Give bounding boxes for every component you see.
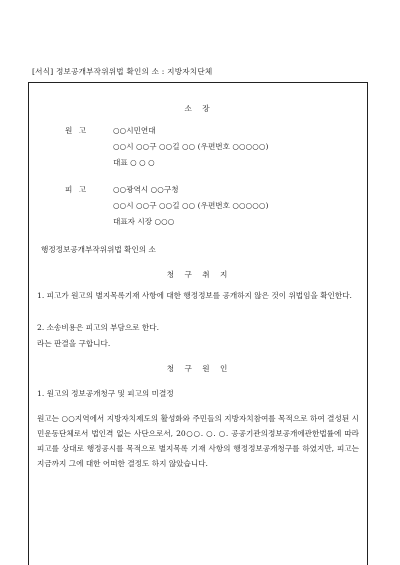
cause-body: 원고는 ○○지역에서 지방자치제도의 활성화와 주민들의 지방자치참여를 목적으로 하여 결성된 시민운동단체로서 법인격 없는 사단으로서, 20○○. ○. ○. 공공기관의정보공개에관한법률에 따라 피고를 상대로 행정공시를 목적으로 별지목록 기재 사항의 행정정보공개청구를 하였지만, 피고는 지금까지 그에 대한 어떠한 결정도 하지 않았습니다.: [37, 414, 359, 468]
form-caption: [서식] 정보공개부작위위법 확인의 소 : 지방자치단체: [32, 67, 213, 76]
claim-closing: 라는 판결을 구합니다.: [37, 339, 111, 348]
plaintiff-name: ○○시민연대: [113, 126, 156, 135]
cause-subheading: 1. 원고의 정보공개청구 및 피고의 미결정: [37, 389, 174, 398]
defendant-address: ○○시 ○○구 ○○길 ○○ (우편번호 ○○○○○): [113, 201, 269, 210]
defendant-name: ○○광역시 ○○구청: [113, 185, 179, 194]
plaintiff-label: 원 고: [65, 126, 89, 135]
claim-item-2: 2. 소송비용은 피고의 부담으로 한다.: [37, 323, 160, 332]
document-title: 소 장: [184, 104, 214, 113]
complaint-document: [28, 82, 368, 565]
case-name: 행정정보공개부작위위법 확인의 소: [41, 245, 156, 254]
cause-heading: 청 구 원 인: [166, 364, 232, 373]
plaintiff-representative: 대표 ○ ○ ○: [113, 158, 155, 167]
defendant-label: 피 고: [65, 185, 89, 194]
defendant-representative: 대표자 시장 ○○○: [113, 217, 175, 226]
claim-item-1: 1. 피고가 원고의 별지목록기재 사항에 대한 행정정보를 공개하지 않은 것이 위법임을 확인한다.: [37, 291, 352, 300]
claim-heading: 청 구 취 지: [166, 270, 232, 279]
plaintiff-address: ○○시 ○○구 ○○길 ○○ (우편번호 ○○○○○): [113, 142, 269, 151]
